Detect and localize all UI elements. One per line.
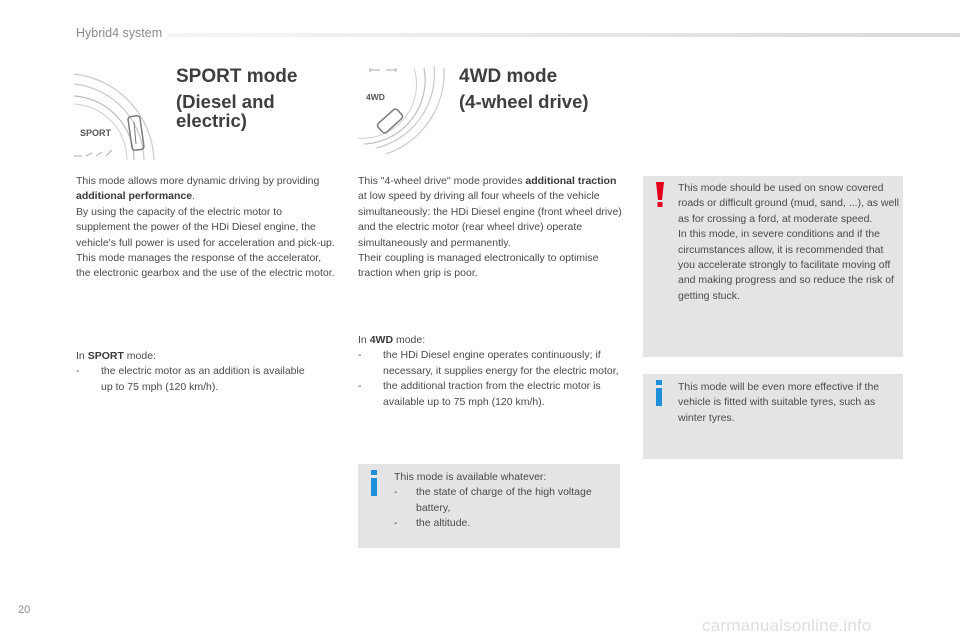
list-item: - the electric motor as an addition is available up to 75 mph (120 km/h). bbox=[76, 364, 316, 395]
warning-text bbox=[678, 181, 900, 304]
availability-text bbox=[394, 470, 614, 532]
sport-in-mode-prefix: In bbox=[76, 350, 88, 362]
fourwd-feature-list bbox=[358, 348, 624, 410]
fourwd-description bbox=[358, 174, 624, 282]
page-number: 20 bbox=[18, 604, 31, 616]
fourwd-in-mode-name: 4WD bbox=[369, 334, 394, 346]
sport-body-line: This mode manages the response of the accelerator, the electronic gearbox and the use of the electric motor. bbox=[76, 252, 335, 280]
fourwd-body-text: This "4-wheel drive" mode provides bbox=[358, 175, 526, 187]
sport-selector-illustration bbox=[72, 64, 162, 160]
warning-box bbox=[643, 176, 903, 357]
sport-body-line: By using the capacity of the electric motor to supplement the power of the HDi Diesel engine, the vehicle's full power is used for acceleration and pick-up. bbox=[76, 205, 335, 249]
sport-body-text: This mode allows more dynamic driving by providing bbox=[76, 175, 320, 187]
fourwd-subtitle: (4-wheel drive) bbox=[459, 91, 589, 112]
availability-list bbox=[394, 485, 614, 531]
fourwd-in-mode bbox=[358, 333, 624, 410]
header-rule bbox=[168, 33, 960, 37]
list-item: - the altitude. bbox=[394, 516, 614, 531]
sport-in-mode bbox=[76, 349, 316, 395]
sport-in-mode-suffix: mode: bbox=[123, 350, 156, 362]
sport-feature-list bbox=[76, 364, 316, 395]
sport-in-mode-name: SPORT bbox=[87, 350, 124, 362]
info-box-tyres bbox=[643, 374, 903, 459]
fourwd-body-rest: at low speed by driving all four wheels of the vehicle simultaneously: the HDi Diesel engine (front wheel drive) and the electric motor (rear wheel drive) operate simultaneously and permanently. bbox=[358, 190, 622, 249]
section-header: Hybrid4 system bbox=[76, 26, 163, 40]
fourwd-in-mode-suffix: mode: bbox=[393, 334, 426, 346]
info-icon bbox=[370, 470, 378, 496]
sport-description bbox=[76, 174, 338, 282]
fourwd-dial-label: 4WD bbox=[366, 92, 385, 102]
warning-icon bbox=[655, 182, 665, 208]
info-box-availability bbox=[358, 464, 620, 548]
tyres-text: This mode will be even more effective if the vehicle is fitted with suitable tyres, such as winter tyres. bbox=[678, 381, 880, 424]
fourwd-body-line: Their coupling is managed electronically to optimise traction when grip is poor. bbox=[358, 252, 599, 280]
fourwd-body-emphasis: additional traction bbox=[525, 175, 617, 187]
sport-body-end: . bbox=[192, 190, 196, 203]
list-item: - the HDi Diesel engine operates continuously; if necessary, it supplies energy for the electric motor, bbox=[358, 348, 624, 379]
sport-dial-label: SPORT bbox=[80, 128, 112, 138]
list-item: - the additional traction from the electric motor is available up to 75 mph (120 km/h). bbox=[358, 379, 624, 410]
fourwd-title: 4WD mode bbox=[459, 66, 558, 87]
fourwd-in-mode-prefix: In bbox=[358, 334, 370, 346]
warning-line: In this mode, in severe conditions and if the circumstances allow, it is recommended that you accelerate strongly to facilitate moving off and making progress and so reduce the risk of getting stuck. bbox=[678, 228, 894, 302]
fourwd-selector-illustration bbox=[356, 64, 446, 160]
list-item: - the state of charge of the high voltage battery, bbox=[394, 485, 614, 516]
warning-line: This mode should be used on snow covered roads or difficult ground (mud, sand, ...), as well as for crossing a ford, at moderate speed. bbox=[678, 182, 899, 225]
info-icon bbox=[655, 380, 663, 406]
sport-body-emphasis: additional performance bbox=[76, 190, 193, 203]
sport-subtitle: (Diesel and electric) bbox=[176, 91, 275, 131]
availability-intro: This mode is available whatever: bbox=[394, 471, 547, 483]
watermark: carmanualsonline.info bbox=[702, 616, 872, 635]
sport-title: SPORT mode bbox=[176, 66, 298, 87]
